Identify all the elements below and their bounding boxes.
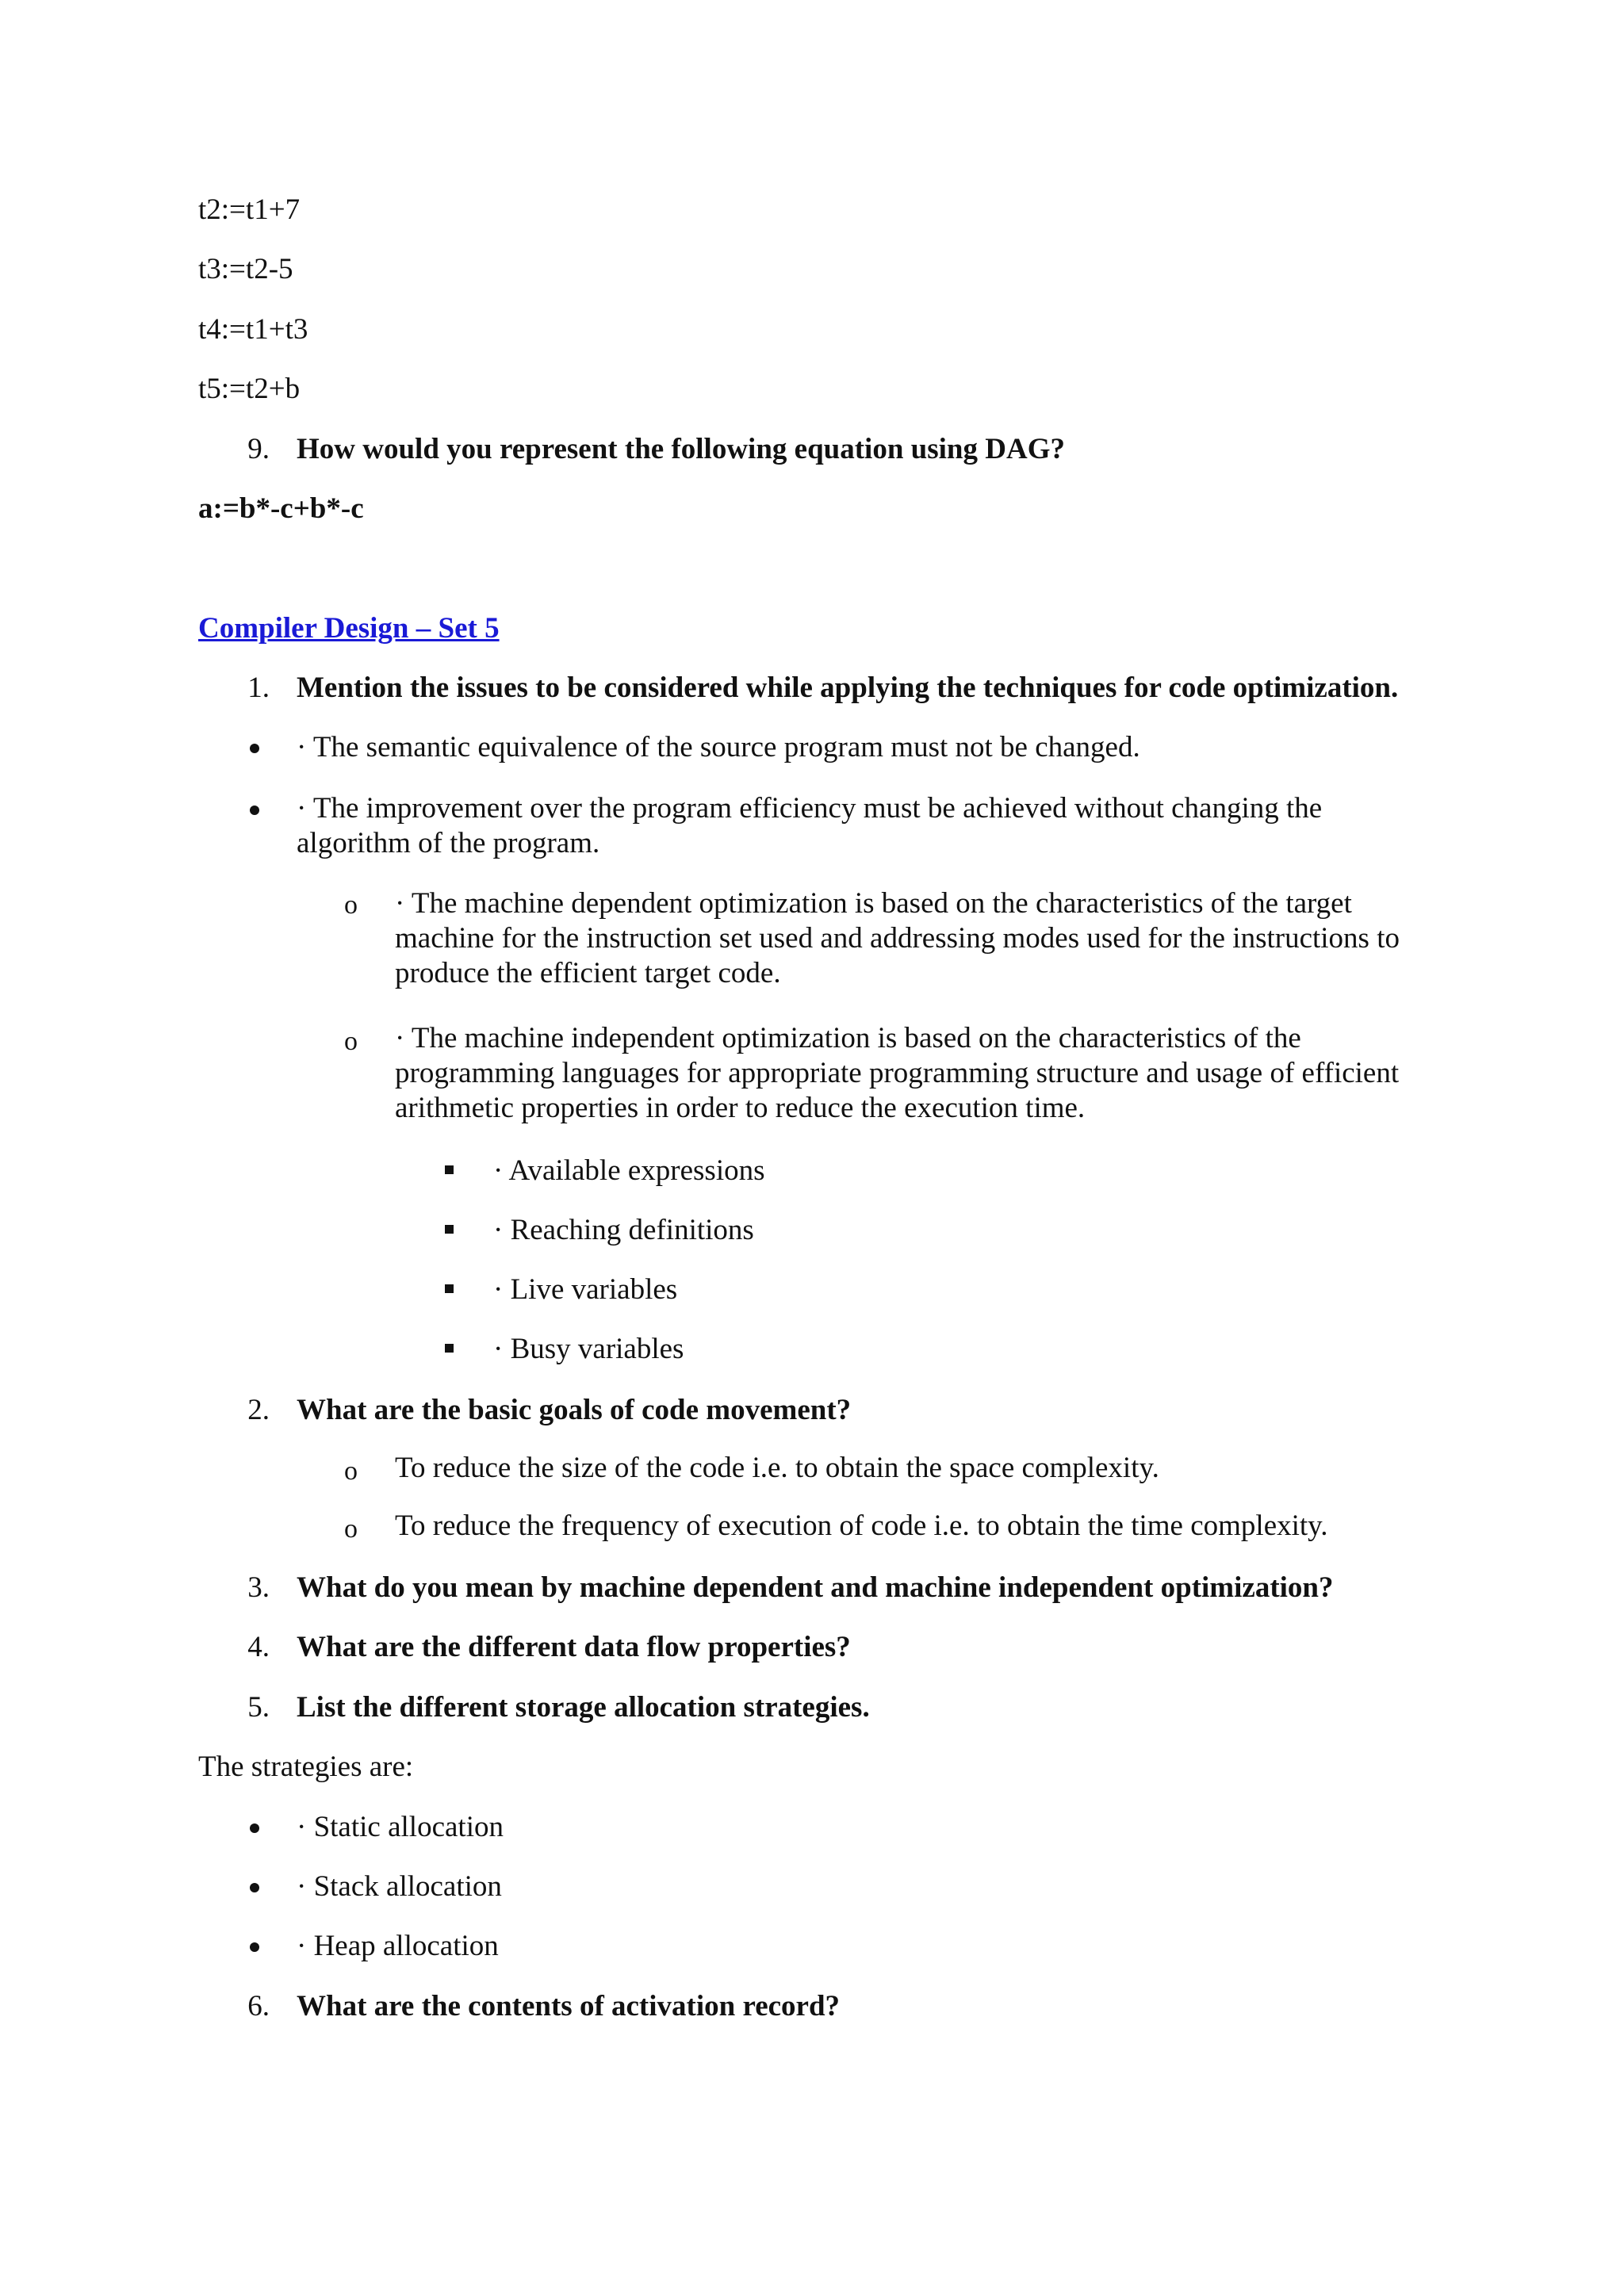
strategy-2: · Stack allocation [297, 1870, 502, 1903]
q3-text: What do you mean by machine dependent and machine independent optimization? [297, 1571, 1334, 1604]
q2-number: 2. [247, 1394, 270, 1426]
bullet-o: o [344, 1027, 358, 1056]
bullet-dot [250, 1883, 259, 1892]
bullet-square [445, 1165, 454, 1174]
code-line-t4: t4:=t1+t3 [198, 313, 308, 346]
q1-text: Mention the issues to be considered while applying the techniques for code optimization. [297, 672, 1399, 704]
bullet-o: o [344, 890, 358, 920]
q1-sub-2: · The machine independent optimization is based on the characteristics of the programming languages for appropriate programming structure and usage of efficient arithmetic properties in order to reduce the execution time. [395, 1022, 1400, 1124]
code-line-t3: t3:=t2-5 [198, 253, 293, 285]
bullet-square [445, 1284, 454, 1293]
q2-sub-1: To reduce the size of the code i.e. to obtain the space complexity. [395, 1452, 1159, 1484]
q1-number: 1. [247, 672, 270, 704]
bullet-o: o [344, 1514, 358, 1544]
q6-text: What are the contents of activation record? [297, 1990, 841, 2022]
equation: a:=b*-c+b*-c [198, 492, 364, 525]
q6-number: 6. [247, 1990, 270, 2022]
q1-subsub-1: · Available expressions [493, 1154, 765, 1187]
q9-text: How would you represent the following equation using DAG? [297, 433, 1065, 465]
bullet-square [445, 1225, 454, 1234]
q1-subsub-2: · Reaching definitions [493, 1214, 754, 1246]
strategy-3: · Heap allocation [297, 1930, 499, 1962]
q2-sub-2: To reduce the frequency of execution of code i.e. to obtain the time complexity. [395, 1510, 1328, 1542]
q9-number: 9. [247, 433, 270, 465]
bullet-dot [250, 1942, 259, 1952]
q1-sub-1: · The machine dependent optimization is based on the characteristics of the target machine for the instruction set used and addressing modes used for the instructions to produce the efficient target code. [395, 887, 1400, 989]
strategy-1: · Static allocation [297, 1811, 504, 1843]
q5-number: 5. [247, 1691, 270, 1724]
bullet-o: o [344, 1456, 358, 1486]
q4-text: What are the different data flow properties? [297, 1631, 851, 1663]
code-line-t2: t2:=t1+7 [198, 193, 301, 226]
q1-subsub-3: · Live variables [493, 1273, 678, 1306]
q2-text: What are the basic goals of code movement? [297, 1394, 852, 1426]
q4-number: 4. [247, 1631, 270, 1663]
strategies-intro: The strategies are: [198, 1751, 414, 1783]
q1-bullet-1: · The semantic equivalence of the source program must not be changed. [297, 731, 1140, 763]
q3-number: 3. [247, 1571, 270, 1604]
q5-text: List the different storage allocation strategies. [297, 1691, 870, 1724]
bullet-dot [250, 1823, 259, 1833]
bullet-dot [250, 806, 259, 815]
q1-subsub-4: · Busy variables [493, 1333, 684, 1365]
bullet-square [445, 1344, 454, 1353]
section-link[interactable]: Compiler Design – Set 5 [198, 612, 500, 645]
q1-bullet-2: · The improvement over the program efficiency must be achieved without changing the algorithm of the program. [297, 792, 1323, 859]
bullet-dot [250, 744, 259, 753]
code-line-t5: t5:=t2+b [198, 373, 301, 405]
